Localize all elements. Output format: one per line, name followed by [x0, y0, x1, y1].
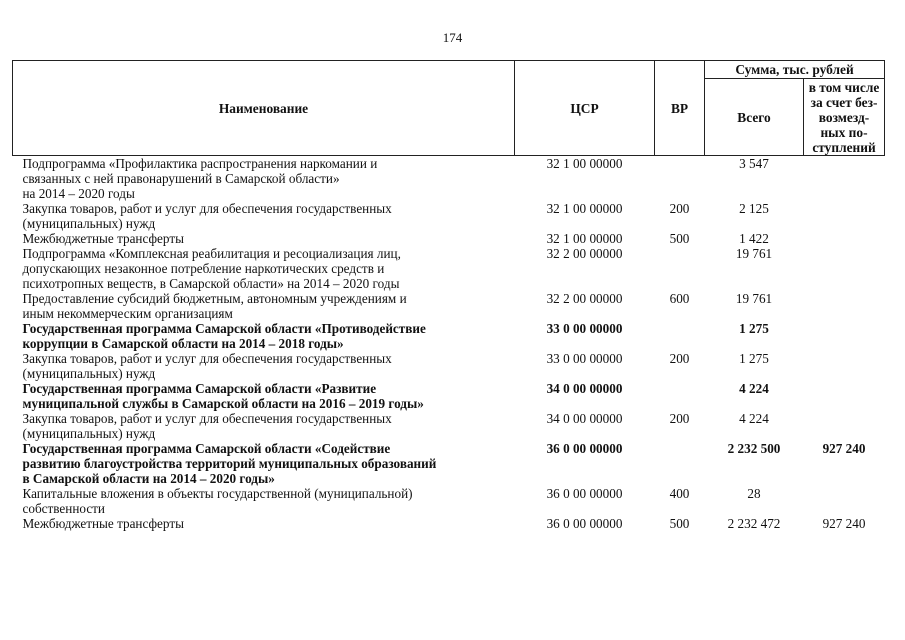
- table-row: [13, 201, 885, 231]
- cell-name-line: развитию благоустройства территорий муниципальных образований: [22, 456, 437, 471]
- cell-vr: [655, 156, 705, 202]
- page-number: 174: [442, 30, 463, 45]
- cell-free: [804, 486, 885, 516]
- header-total: Всего: [705, 79, 804, 156]
- header-vr: ВР: [655, 61, 705, 156]
- cell-name-line: муниципальной службы в Самарской области на 2016 – 2019 годы»: [22, 396, 424, 411]
- cell-free: [804, 231, 885, 246]
- cell-vr: [655, 441, 705, 486]
- cell-name-line: допускающих незаконное потребление наркотических средств и: [22, 261, 385, 276]
- cell-total: 2 232 472: [727, 516, 781, 531]
- cell-total: 3 547: [739, 156, 769, 171]
- cell-csr: 32 2 00 00000: [546, 246, 623, 261]
- table-row: [13, 321, 885, 351]
- table-row: [13, 231, 885, 246]
- header-free: [804, 79, 885, 156]
- cell-vr: 500: [669, 231, 690, 246]
- cell-name-line: Межбюджетные трансферты: [22, 516, 184, 531]
- cell-name: [13, 291, 515, 321]
- cell-csr: 32 2 00 00000: [546, 291, 623, 306]
- cell-name-line: Подпрограмма «Комплексная реабилитация и ресоциализация лиц,: [22, 246, 401, 261]
- cell-total: 19 761: [735, 246, 773, 261]
- cell-name: [13, 156, 515, 202]
- cell-free: 927 240: [822, 441, 866, 456]
- cell-name-line: Закупка товаров, работ и услуг для обеспечения государственных: [22, 411, 392, 426]
- table-header: [13, 61, 885, 156]
- budget-table: [12, 60, 885, 531]
- cell-name: [13, 411, 515, 441]
- cell-free: [804, 246, 885, 291]
- cell-vr: 400: [669, 486, 690, 501]
- cell-vr: 200: [669, 411, 690, 426]
- table-row: [13, 441, 885, 486]
- cell-total: 2 125: [739, 201, 769, 216]
- cell-vr: 600: [669, 291, 690, 306]
- header-name: Наименование: [13, 61, 515, 156]
- table-row: [13, 246, 885, 291]
- header-free-line: за счет без-: [810, 95, 878, 110]
- cell-free: [804, 351, 885, 381]
- cell-name-line: Капитальные вложения в объекты государственной (муниципальной): [22, 486, 413, 501]
- cell-name: [13, 201, 515, 231]
- cell-free: [804, 156, 885, 202]
- header-free-line: в том числе: [808, 80, 880, 95]
- cell-name-line: Государственная программа Самарской области «Содействие: [22, 441, 391, 456]
- cell-csr: 32 1 00 00000: [546, 231, 623, 246]
- cell-name-line: Закупка товаров, работ и услуг для обеспечения государственных: [22, 201, 392, 216]
- cell-vr: 200: [669, 351, 690, 366]
- cell-total: 2 232 500: [727, 441, 781, 456]
- cell-total: 1 422: [739, 231, 769, 246]
- cell-csr: 36 0 00 00000: [546, 441, 623, 456]
- cell-csr: 34 0 00 00000: [546, 381, 623, 396]
- table-row: [13, 486, 885, 516]
- cell-csr: 32 1 00 00000: [546, 201, 623, 216]
- cell-name-line: Государственная программа Самарской области «Противодействие: [22, 321, 426, 336]
- table-row: [13, 381, 885, 411]
- cell-total: 19 761: [735, 291, 773, 306]
- cell-name-line: Государственная программа Самарской области «Развитие: [22, 381, 377, 396]
- cell-name: [13, 321, 515, 351]
- cell-name: [13, 486, 515, 516]
- cell-total: 4 224: [739, 411, 769, 426]
- cell-total: 28: [747, 486, 761, 501]
- cell-name: [13, 351, 515, 381]
- cell-name: [13, 381, 515, 411]
- header-free-line: возмезд-: [818, 110, 870, 125]
- cell-csr: 36 0 00 00000: [546, 486, 623, 501]
- cell-name-line: (муниципальных) нужд: [22, 366, 156, 381]
- cell-free: [804, 201, 885, 231]
- cell-name-line: на 2014 – 2020 годы: [22, 186, 135, 201]
- cell-total: 1 275: [739, 351, 769, 366]
- cell-name-line: собственности: [22, 501, 105, 516]
- table-row: [13, 291, 885, 321]
- cell-csr: 32 1 00 00000: [546, 156, 623, 171]
- header-csr: ЦСР: [515, 61, 655, 156]
- cell-name: [13, 516, 515, 531]
- cell-name-line: Подпрограмма «Профилактика распространения наркомании и: [22, 156, 378, 171]
- table-row: [13, 156, 885, 202]
- cell-free: [804, 291, 885, 321]
- header-sum-group: Сумма, тыс. рублей: [705, 61, 885, 79]
- cell-free: 927 240: [822, 516, 866, 531]
- cell-csr: 34 0 00 00000: [546, 411, 623, 426]
- cell-name: [13, 246, 515, 291]
- cell-vr: [655, 321, 705, 351]
- cell-vr: [655, 246, 705, 291]
- cell-name-line: Предоставление субсидий бюджетным, автономным учреждениям и: [22, 291, 407, 306]
- cell-name: [13, 441, 515, 486]
- cell-csr: 33 0 00 00000: [546, 351, 623, 366]
- table-row: [13, 411, 885, 441]
- cell-total: 1 275: [739, 321, 769, 336]
- cell-free: [804, 381, 885, 411]
- cell-name-line: связанных с ней правонарушений в Самарской области»: [22, 171, 340, 186]
- table-body: [13, 156, 885, 532]
- header-free-line: ступлений: [812, 140, 876, 155]
- cell-total: 4 224: [739, 381, 769, 396]
- table-row: [13, 351, 885, 381]
- cell-vr: 200: [669, 201, 690, 216]
- cell-free: [804, 411, 885, 441]
- cell-name-line: Межбюджетные трансферты: [22, 231, 184, 246]
- table-row: [13, 516, 885, 531]
- cell-name-line: в Самарской области на 2014 – 2020 годы»: [22, 471, 275, 486]
- cell-name-line: (муниципальных) нужд: [22, 216, 156, 231]
- cell-csr: 36 0 00 00000: [546, 516, 623, 531]
- cell-name-line: Закупка товаров, работ и услуг для обеспечения государственных: [22, 351, 392, 366]
- cell-vr: 500: [669, 516, 690, 531]
- header-free-line: ных по-: [820, 125, 868, 140]
- cell-free: [804, 321, 885, 351]
- cell-name: [13, 231, 515, 246]
- cell-name-line: коррупции в Самарской области на 2014 – 2018 годы»: [22, 336, 344, 351]
- cell-csr: 33 0 00 00000: [546, 321, 623, 336]
- cell-vr: [655, 381, 705, 411]
- cell-name-line: (муниципальных) нужд: [22, 426, 156, 441]
- cell-name-line: иным некоммерческим организациям: [22, 306, 233, 321]
- cell-name-line: психотропных веществ, в Самарской области» на 2014 – 2020 годы: [22, 276, 400, 291]
